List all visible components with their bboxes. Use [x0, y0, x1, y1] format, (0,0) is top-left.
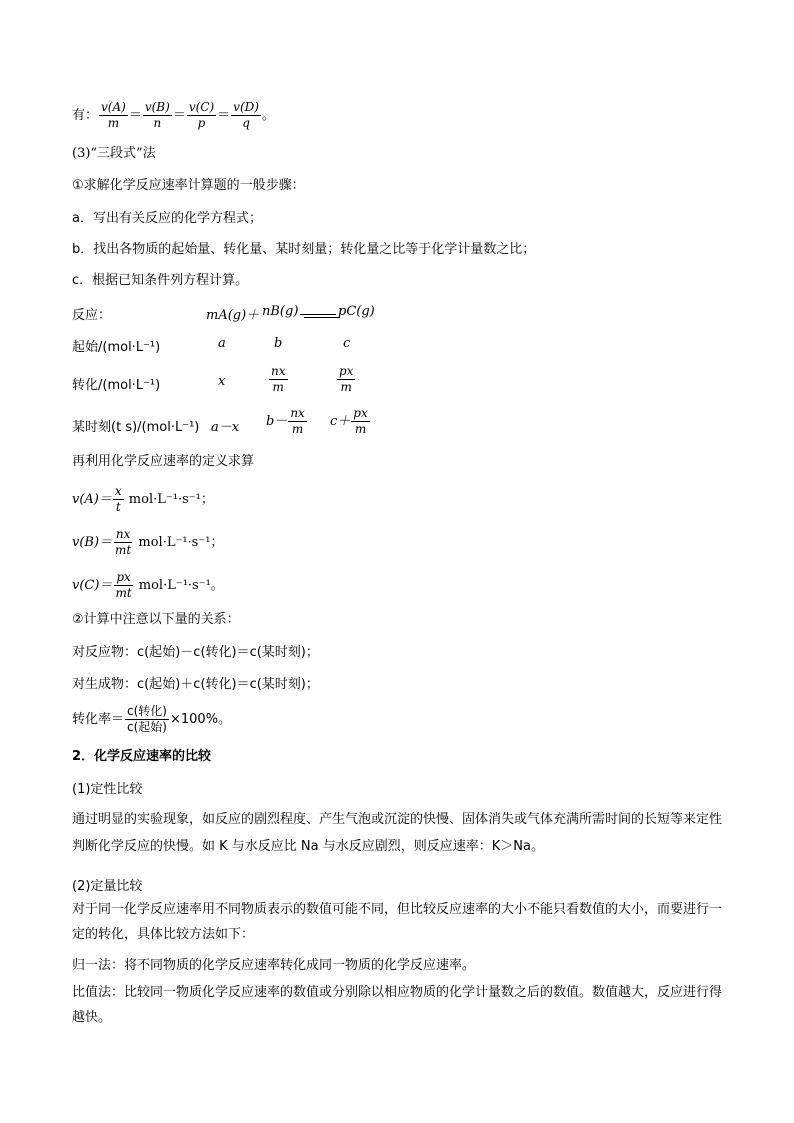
step-c: c．根据已知条件列方程计算。 — [72, 273, 249, 288]
row-time-label: 某时刻(t s)/(mol·L⁻¹) — [72, 420, 200, 435]
row-change-nx-m: $\frac{nx}{m}$ — [271, 364, 286, 394]
row-time-b-nx-m: b－ $\frac{nx}{m}$ — [266, 406, 305, 436]
row-change-x: x — [218, 374, 226, 389]
fraction-vB-n: $\frac{v(B)}{n}$ — [144, 100, 170, 130]
row-initial-b: b — [274, 336, 283, 351]
redefine-line: 再利用化学反应速率的定义求算 — [72, 454, 255, 469]
quantitative-paragraph: 对于同一化学反应速率用不同物质表示的数值可能不同，但比较反应速率的大小不能只看数值的大小，而要进行一定的转化，具体比较方法如下： — [72, 902, 723, 942]
eq-prefix: 有： — [72, 108, 99, 123]
step1-title: ①求解化学反应速率计算题的一般步骤： — [72, 178, 305, 193]
normalization-method: 归一法：将不同物质的化学反应速率转化成同一物质的化学反应速率。 — [72, 958, 476, 973]
ratio-method: 比值法：比较同一物质化学反应速率的数值或分别除以相应物质的化学计量数之后的数值。数值越大，反应进行得越快。 — [72, 985, 723, 1025]
sub2-title: (2)定量比较 — [72, 879, 143, 894]
step2-title: ②计算中注意以下量的关系： — [72, 612, 240, 627]
row-time-a-x: a－x — [211, 420, 240, 435]
heading-three-step-method: (3)“三段式”法 — [72, 146, 156, 161]
step-a: a．写出有关反应的化学方程式； — [72, 211, 262, 226]
rate-A-formula: v(A)＝ $\frac{x}{t}$ mol·L⁻¹·s⁻¹； — [72, 484, 214, 514]
row-reaction-nB: nB(g) — [262, 304, 299, 319]
rate-ratio-equation: 有： $\frac{v(A)}{m}$ ＝ $\frac{v(B)}{n}$ ＝ $\frac{v(C)}{p}$ ＝ $\frac{v(D)}{q}$ 。 — [72, 100, 275, 130]
row-initial-c: c — [343, 336, 351, 351]
reactant-relation: 对反应物：c(起始)－c(转化)＝c(某时刻)； — [72, 645, 319, 660]
rate-C-formula: v(C)＝ $\frac{px}{mt}$ mol·L⁻¹·s⁻¹。 — [72, 570, 224, 600]
row-reaction-mA: mA(g)＋ — [206, 308, 260, 323]
row-reaction-pC: pC(g) — [338, 304, 375, 319]
rate-B-formula: v(B)＝ $\frac{nx}{mt}$ mol·L⁻¹·s⁻¹； — [72, 527, 224, 557]
row-initial-label: 起始/(mol·L⁻¹) — [72, 340, 161, 355]
row-initial-a: a — [218, 336, 226, 351]
row-time-c-px-m: c＋ $\frac{px}{m}$ — [330, 406, 368, 436]
step-b: b．找出各物质的起始量、转化量、某时刻量；转化量之比等于化学计量数之比； — [72, 242, 536, 257]
fraction-vD-q: $\frac{v(D)}{q}$ — [233, 100, 259, 130]
reversible-arrow-icon — [300, 308, 340, 323]
section2-title: 2．化学反应速率的比较 — [72, 749, 212, 764]
product-relation: 对生成物：c(起始)＋c(转化)＝c(某时刻)； — [72, 677, 319, 692]
fraction-vA-m: $\frac{v(A)}{m}$ — [101, 100, 126, 130]
row-change-px-m: $\frac{px}{m}$ — [339, 364, 354, 394]
row-change-label: 转化/(mol·L⁻¹) — [72, 378, 161, 393]
sub1-title: (1)定性比较 — [72, 782, 143, 797]
row-reaction-label: 反应： — [72, 308, 112, 323]
qualitative-paragraph: 通过明显的实验现象，如反应的剧烈程度、产生气泡或沉淀的快慢、固体消失或气体充满所需时间的长短等来定性判断化学反应的快慢。如 K 与水反应比 Na 与水反应剧烈，则反应速率：K＞Na。 — [72, 812, 723, 854]
conversion-formula: 转化率＝ $\frac{\text{c(转化)}}{\text{c(起始)}}$ ×100%。 — [72, 704, 232, 734]
fraction-vC-p: $\frac{v(C)}{p}$ — [188, 100, 215, 130]
